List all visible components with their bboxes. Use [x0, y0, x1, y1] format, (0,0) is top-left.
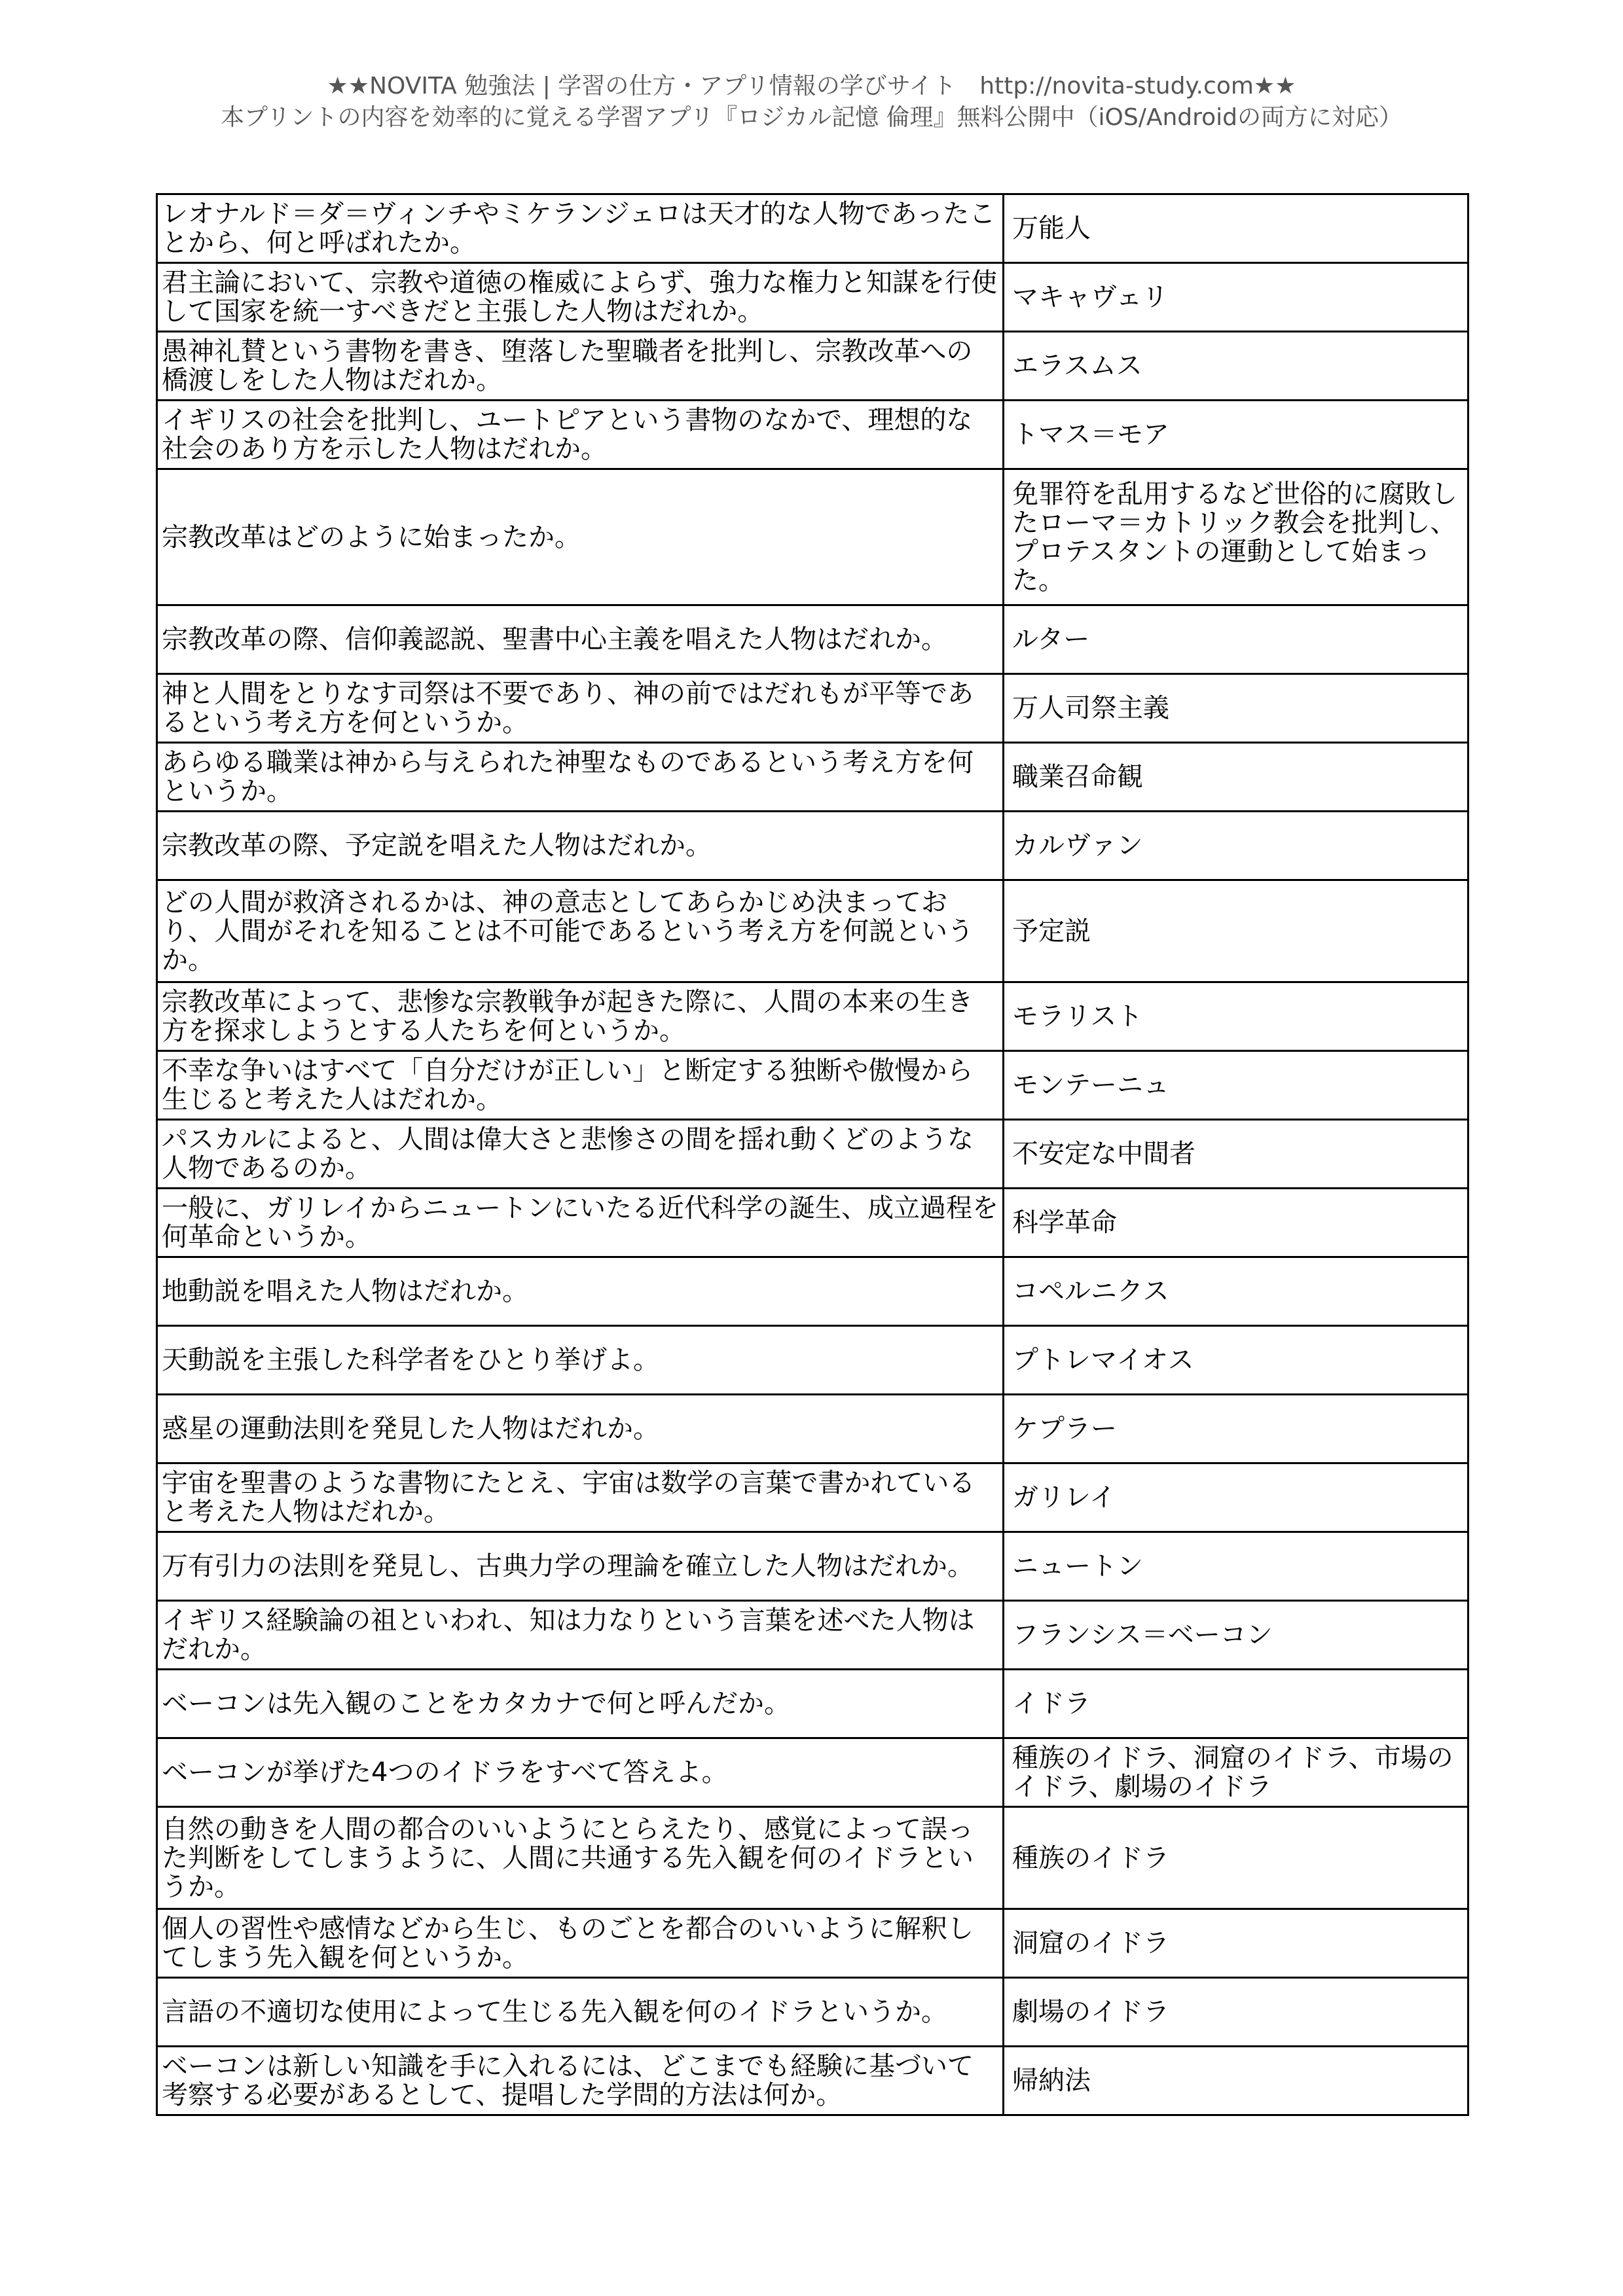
table-row: [157, 401, 1468, 469]
page-header: [0, 71, 1623, 134]
question-cell: 一般に、ガリレイからニュートンにいたる近代科学の誕生、成立過程を何革命というか。: [157, 1189, 1004, 1257]
answer-cell: ニュートン: [1004, 1532, 1468, 1601]
question-cell: 個人の習性や感情などから生じ、ものごとを都合のいいように解釈してしまう先入観を何というか。: [157, 1909, 1004, 1978]
question-cell: あらゆる職業は神から与えられた神聖なものであるという考え方を何というか。: [157, 743, 1004, 812]
question-cell: 愚神礼賛という書物を書き、堕落した聖職者を批判し、宗教改革への橋渡しをした人物はだれか。: [157, 332, 1004, 401]
answer-cell: 種族のイドラ: [1004, 1807, 1468, 1909]
header-app-line: 本プリントの内容を効率的に覚える学習アプリ『ロジカル記憶 倫理』無料公開中（iOS/Androidの両方に対応）: [220, 104, 1403, 131]
qa-table-body: [157, 194, 1468, 2115]
answer-cell: モンテーニュ: [1004, 1051, 1468, 1120]
table-row: [157, 605, 1468, 674]
answer-cell: 不安定な中間者: [1004, 1120, 1468, 1189]
question-cell: イギリスの社会を批判し、ユートピアという書物のなかで、理想的な社会のあり方を示した人物はだれか。: [157, 401, 1004, 469]
table-row: [157, 1326, 1468, 1395]
answer-cell: 万人司祭主義: [1004, 674, 1468, 743]
answer-cell: 種族のイドラ、洞窟のイドラ、市場のイドラ、劇場のイドラ: [1004, 1738, 1468, 1807]
question-cell: 地動説を唱えた人物はだれか。: [157, 1257, 1004, 1326]
answer-cell: 劇場のイドラ: [1004, 1978, 1468, 2047]
answer-cell: マキャヴェリ: [1004, 263, 1468, 332]
answer-cell: ガリレイ: [1004, 1463, 1468, 1532]
question-cell: パスカルによると、人間は偉大さと悲惨さの間を揺れ動くどのような人物であるのか。: [157, 1120, 1004, 1189]
question-cell: 宗教改革の際、予定説を唱えた人物はだれか。: [157, 812, 1004, 880]
question-cell: 宗教改革の際、信仰義認説、聖書中心主義を唱えた人物はだれか。: [157, 605, 1004, 674]
table-row: [157, 1395, 1468, 1463]
question-cell: ベーコンは先入観のことをカタカナで何と呼んだか。: [157, 1670, 1004, 1738]
question-cell: 宗教改革によって、悲惨な宗教戦争が起きた際に、人間の本来の生き方を探求しようとする人たちを何というか。: [157, 982, 1004, 1051]
question-cell: 言語の不適切な使用によって生じる先入観を何のイドラというか。: [157, 1978, 1004, 2047]
question-cell: レオナルド＝ダ＝ヴィンチやミケランジェロは天才的な人物であったことから、何と呼ばれたか。: [157, 194, 1004, 263]
answer-cell: 洞窟のイドラ: [1004, 1909, 1468, 1978]
table-row: [157, 674, 1468, 743]
table-row: [157, 263, 1468, 332]
answer-cell: イドラ: [1004, 1670, 1468, 1738]
answer-cell: プトレマイオス: [1004, 1326, 1468, 1395]
question-cell: イギリス経験論の祖といわれ、知は力なりという言葉を述べた人物はだれか。: [157, 1601, 1004, 1670]
answer-cell: 万能人: [1004, 194, 1468, 263]
question-cell: 神と人間をとりなす司祭は不要であり、神の前ではだれもが平等であるという考え方を何というか。: [157, 674, 1004, 743]
question-cell: 天動説を主張した科学者をひとり挙げよ。: [157, 1326, 1004, 1395]
table-row: [157, 1189, 1468, 1257]
table-row: [157, 332, 1468, 401]
table-row: [157, 1738, 1468, 1807]
table-row: [157, 1257, 1468, 1326]
qa-table: [156, 193, 1469, 2116]
question-cell: 惑星の運動法則を発見した人物はだれか。: [157, 1395, 1004, 1463]
table-row: [157, 812, 1468, 880]
table-row: [157, 469, 1468, 605]
answer-cell: 予定説: [1004, 880, 1468, 982]
table-row: [157, 194, 1468, 263]
question-cell: 万有引力の法則を発見し、古典力学の理論を確立した人物はだれか。: [157, 1532, 1004, 1601]
question-cell: 自然の動きを人間の都合のいいようにとらえたり、感覚によって誤った判断をしてしまうように、人間に共通する先入観を何のイドラというか。: [157, 1807, 1004, 1909]
header-site-line: ★★NOVITA 勉強法 | 学習の仕方・アプリ情報の学びサイト http://novita-study.com★★: [327, 73, 1296, 99]
answer-cell: モラリスト: [1004, 982, 1468, 1051]
table-row: [157, 1532, 1468, 1601]
answer-cell: 帰納法: [1004, 2047, 1468, 2115]
question-cell: 宇宙を聖書のような書物にたとえ、宇宙は数学の言葉で書かれていると考えた人物はだれか。: [157, 1463, 1004, 1532]
table-row: [157, 1601, 1468, 1670]
question-cell: 不幸な争いはすべて「自分だけが正しい」と断定する独断や傲慢から生じると考えた人はだれか。: [157, 1051, 1004, 1120]
table-row: [157, 1463, 1468, 1532]
answer-cell: エラスムス: [1004, 332, 1468, 401]
question-cell: ベーコンが挙げた4つのイドラをすべて答えよ。: [157, 1738, 1004, 1807]
answer-cell: コペルニクス: [1004, 1257, 1468, 1326]
answer-cell: 科学革命: [1004, 1189, 1468, 1257]
question-cell: どの人間が救済されるかは、神の意志としてあらかじめ決まっており、人間がそれを知ることは不可能であるという考え方を何説というか。: [157, 880, 1004, 982]
answer-cell: フランシス＝ベーコン: [1004, 1601, 1468, 1670]
table-row: [157, 743, 1468, 812]
table-row: [157, 1909, 1468, 1978]
table-row: [157, 1670, 1468, 1738]
table-row: [157, 1807, 1468, 1909]
table-row: [157, 1120, 1468, 1189]
table-row: [157, 880, 1468, 982]
answer-cell: ケプラー: [1004, 1395, 1468, 1463]
table-row: [157, 1051, 1468, 1120]
question-cell: ベーコンは新しい知識を手に入れるには、どこまでも経験に基づいて考察する必要があるとして、提唱した学問的方法は何か。: [157, 2047, 1004, 2115]
table-row: [157, 1978, 1468, 2047]
answer-cell: トマス＝モア: [1004, 401, 1468, 469]
table-row: [157, 2047, 1468, 2115]
question-cell: 宗教改革はどのように始まったか。: [157, 469, 1004, 605]
answer-cell: 職業召命観: [1004, 743, 1468, 812]
answer-cell: ルター: [1004, 605, 1468, 674]
question-cell: 君主論において、宗教や道徳の権威によらず、強力な権力と知謀を行使して国家を統一すべきだと主張した人物はだれか。: [157, 263, 1004, 332]
table-row: [157, 982, 1468, 1051]
answer-cell: 免罪符を乱用するなど世俗的に腐敗したローマ＝カトリック教会を批判し、プロテスタントの運動として始まった。: [1004, 469, 1468, 605]
answer-cell: カルヴァン: [1004, 812, 1468, 880]
